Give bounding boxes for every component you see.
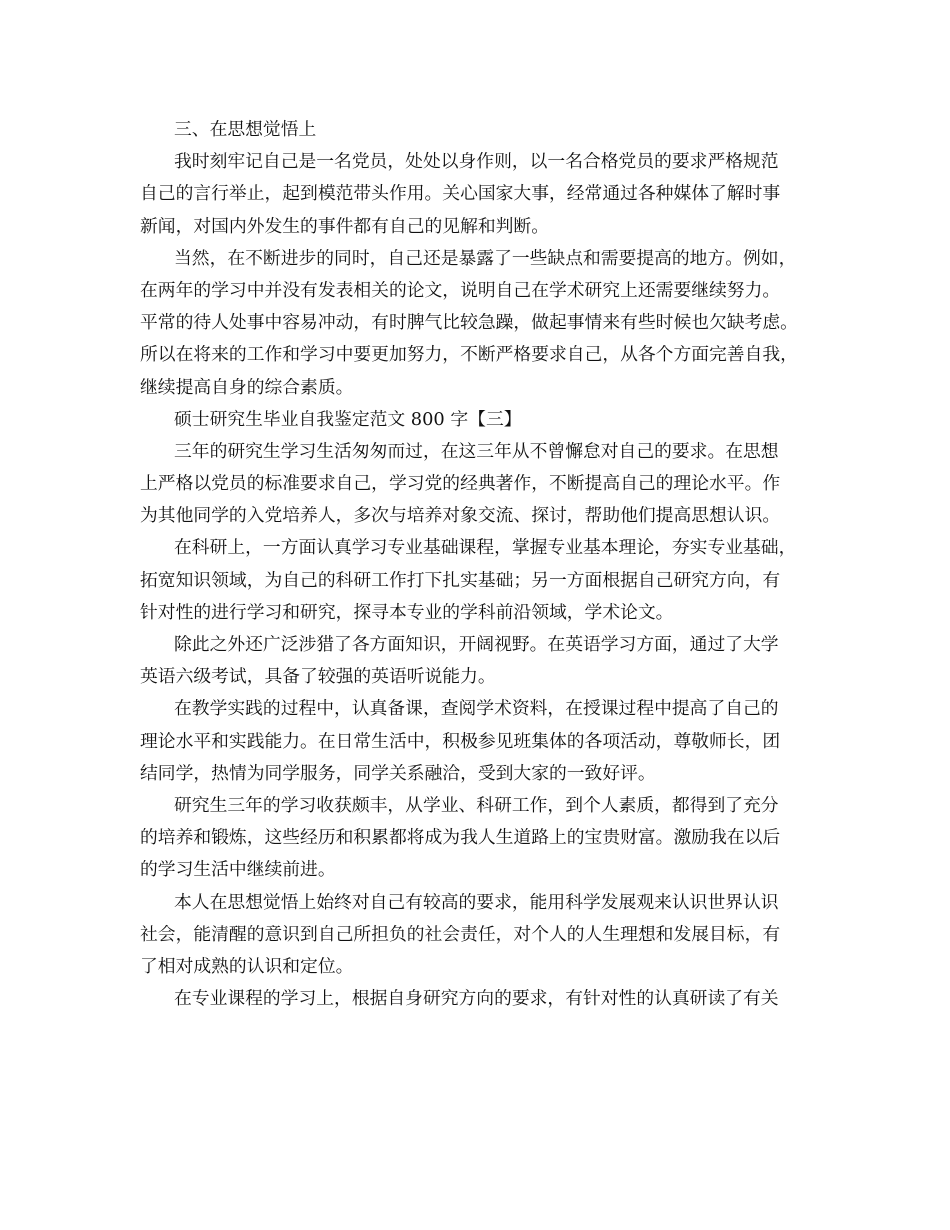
- text-line: 本人在思想觉悟上始终对自己有较高的要求，能用科学发展观来认识世界认识: [174, 891, 779, 913]
- text-line: 针对性的进行学习和研究，探寻本专业的学科前沿领域，学术论文。: [140, 601, 674, 623]
- document-body: [140, 114, 820, 1015]
- text-line: 拓宽知识领域，为自己的科研工作打下扎实基础；另一方面根据自己研究方向，有: [140, 569, 781, 591]
- section-heading: 三、在思想觉悟上: [174, 119, 317, 140]
- text-line: 在科研上，一方面认真学习专业基础课程，掌握专业基本理论，夯实专业基础，: [174, 537, 797, 559]
- text-line: 了相对成熟的认识和定位。: [140, 955, 354, 977]
- text-line: 我时刻牢记自己是一名党员，处处以身作则，以一名合格党员的要求严格规范: [174, 151, 779, 173]
- text-line: 在两年的学习中并没有发表相关的论文，说明自己在学术研究上还需要继续努力。: [140, 279, 781, 301]
- text-line: 平常的待人处事中容易冲动，有时脾气比较急躁，做起事情来有些时候也欠缺考虑。: [140, 312, 798, 334]
- text-line: 的学习生活中继续前进。: [140, 859, 336, 881]
- section-heading: 硕士研究生毕业自我鉴定范文 800 字【三】: [174, 408, 522, 430]
- text-line: 上严格以党员的标准要求自己，学习党的经典著作，不断提高自己的理论水平。作: [140, 473, 781, 495]
- text-line: 自己的言行举止，起到模范带头作用。关心国家大事，经常通过各种媒体了解时事: [140, 183, 781, 205]
- text-line: 理论水平和实践能力。在日常生活中，积极参见班集体的各项活动，尊敬师长，团: [140, 730, 781, 752]
- text-line: 当然，在不断进步的同时，自己还是暴露了一些缺点和需要提高的地方。例如，: [174, 247, 797, 269]
- text-line: 研究生三年的学习收获颇丰，从学业、科研工作，到个人素质，都得到了充分: [174, 794, 779, 816]
- text-line: 英语六级考试，具备了较强的英语听说能力。: [140, 666, 496, 688]
- text-line: 在专业课程的学习上，根据自身研究方向的要求，有针对性的认真研读了有关: [174, 988, 779, 1010]
- text-line: 除此之外还广泛涉猎了各方面知识，开阔视野。在英语学习方面，通过了大学: [174, 634, 779, 655]
- text-line: 继续提高自身的综合素质。: [140, 376, 354, 398]
- text-line: 结同学，热情为同学服务，同学关系融洽，受到大家的一致好评。: [140, 762, 656, 784]
- text-line: 社会，能清醒的意识到自己所担负的社会责任，对个人的人生理想和发展目标，有: [140, 923, 781, 945]
- text-line: 新闻，对国内外发生的事件都有自己的见解和判断。: [140, 215, 549, 237]
- text-line: 三年的研究生学习生活匆匆而过，在这三年从不曾懈怠对自己的要求。在思想: [174, 440, 779, 462]
- text-line: 的培养和锻炼，这些经历和积累都将成为我人生道路上的宝贵财富。激励我在以后: [140, 827, 781, 849]
- text-line: 在教学实践的过程中，认真备课，查阅学术资料，在授课过程中提高了自己的: [174, 698, 779, 720]
- text-line: 所以在将来的工作和学习中要更加努力，不断严格要求自己，从各个方面完善自我，: [140, 344, 798, 366]
- text-line: 为其他同学的入党培养人，多次与培养对象交流、探讨，帮助他们提高思想认识。: [140, 505, 781, 527]
